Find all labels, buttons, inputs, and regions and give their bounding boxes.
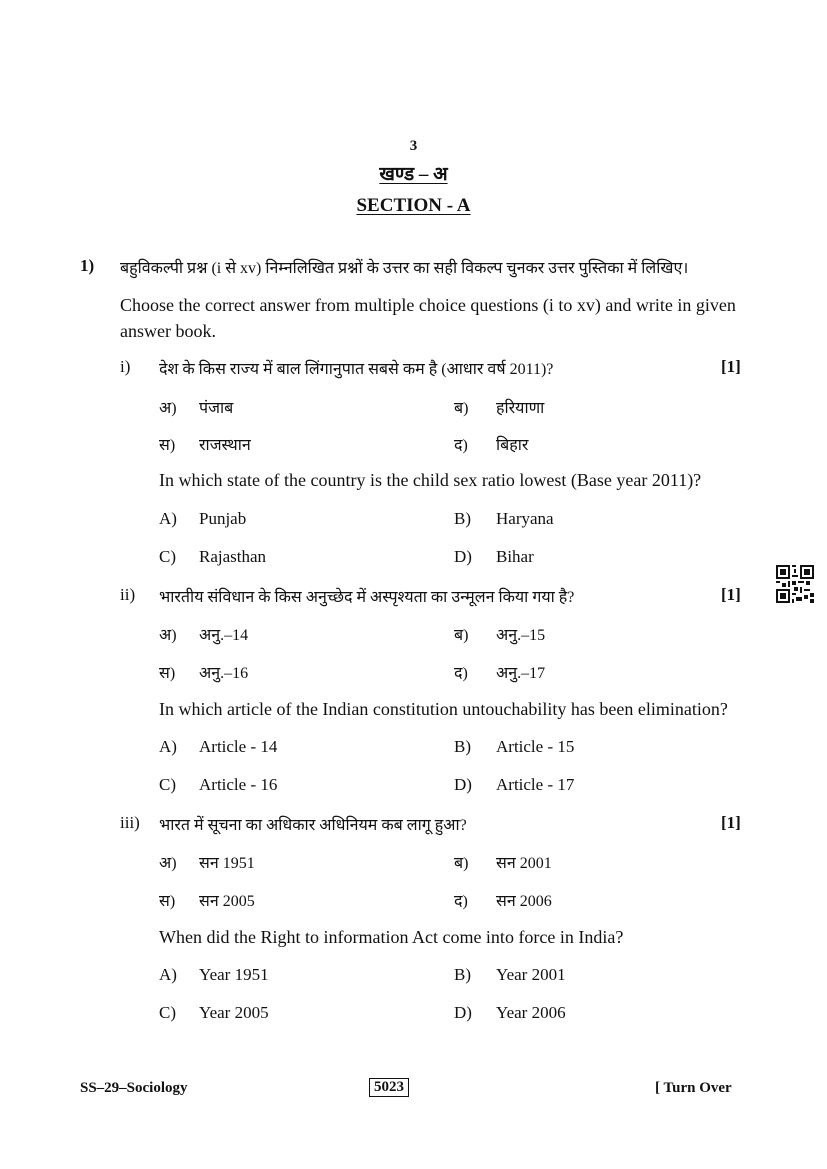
hindi-option-text: पंजाब — [199, 400, 234, 417]
hindi-option-text: अनु.–14 — [199, 627, 249, 644]
english-option-text: Year 2005 — [199, 1003, 269, 1022]
english-option-text: Article - 15 — [496, 737, 575, 756]
english-option-text: Year 2006 — [496, 1003, 566, 1022]
hindi-option-label: अ) — [159, 627, 177, 644]
section-title-hindi — [0, 160, 827, 186]
english-option-label: C) — [159, 775, 176, 794]
english-option-text: Rajasthan — [199, 547, 267, 566]
hindi-option-text: सन 2001 — [496, 855, 552, 872]
hindi-option-label: द) — [454, 437, 468, 454]
question-roman-numeral: ii) — [120, 585, 136, 604]
english-option-label: A) — [159, 965, 177, 984]
question-marks: [1] — [721, 813, 741, 832]
question-english-text: In which state of the country is the child sex ratio lowest (Base year 2011)? — [159, 470, 702, 490]
hindi-option-label: ब) — [454, 855, 469, 872]
english-option-label: A) — [159, 509, 177, 528]
footer-subject-code: SS–29–Sociology — [80, 1080, 188, 1096]
qr-code-icon — [776, 565, 814, 603]
hindi-option-label: ब) — [454, 400, 469, 417]
english-option-label: D) — [454, 547, 472, 566]
section-title-english — [0, 195, 827, 217]
english-option-label: B) — [454, 965, 471, 984]
english-option-label: B) — [454, 737, 471, 756]
english-option-label: A) — [159, 737, 177, 756]
hindi-option-label: द) — [454, 893, 468, 910]
english-option-label: D) — [454, 1003, 472, 1022]
footer-paper-code: 5023 — [369, 1078, 409, 1097]
hindi-option-label: द) — [454, 665, 468, 682]
question-english-text: In which article of the Indian constitution untouchability has been elimination? — [159, 699, 728, 719]
section-title-hindi-text: खण्ड – अ — [379, 164, 448, 185]
question-roman-numeral: i) — [120, 357, 131, 376]
section-title-english-text: SECTION - A — [356, 195, 471, 216]
footer-turn-over: [ Turn Over — [655, 1080, 732, 1096]
hindi-option-label: स) — [159, 665, 176, 682]
question-hindi-text: भारत में सूचना का अधिकार अधिनियम कब लागू हुआ? — [159, 817, 467, 834]
english-option-label: C) — [159, 1003, 176, 1022]
hindi-option-text: अनु.–17 — [496, 665, 546, 682]
question-number: 1) — [80, 256, 95, 275]
hindi-option-text: बिहार — [496, 437, 529, 454]
hindi-option-text: सन 2005 — [199, 893, 255, 910]
instruction-hindi: बहुविकल्पी प्रश्न (i से xv) निम्नलिखित प्रश्नों के उत्तर का सही विकल्प चुनकर उत्तर पुस्तिका में लिखिए। — [120, 260, 689, 277]
hindi-option-text: सन 2006 — [496, 893, 552, 910]
page-number: 3 — [409, 138, 418, 154]
question-marks: [1] — [721, 357, 741, 376]
english-option-text: Bihar — [496, 547, 534, 566]
english-option-text: Article - 14 — [199, 737, 278, 756]
question-hindi-text: देश के किस राज्य में बाल लिंगानुपात सबसे कम है (आधार वर्ष 2011)? — [159, 361, 554, 378]
english-option-text: Year 1951 — [199, 965, 269, 984]
english-option-text: Year 2001 — [496, 965, 566, 984]
hindi-option-label: स) — [159, 893, 176, 910]
hindi-option-text: हरियाणा — [496, 400, 545, 417]
english-option-label: B) — [454, 509, 471, 528]
hindi-option-text: अनु.–16 — [199, 665, 249, 682]
hindi-option-text: राजस्थान — [199, 437, 251, 454]
instruction-english: Choose the correct answer from multiple choice questions (i to xv) and write in given answer book. — [120, 295, 736, 341]
hindi-option-text: अनु.–15 — [496, 627, 546, 644]
english-option-text: Article - 16 — [199, 775, 278, 794]
hindi-option-label: स) — [159, 437, 176, 454]
question-hindi-text: भारतीय संविधान के किस अनुच्छेद में अस्पृश्यता का उन्मूलन किया गया है? — [159, 589, 575, 606]
question-marks: [1] — [721, 585, 741, 604]
english-option-text: Punjab — [199, 509, 247, 528]
hindi-option-text: सन 1951 — [199, 855, 255, 872]
hindi-option-label: अ) — [159, 855, 177, 872]
hindi-option-label: ब) — [454, 627, 469, 644]
hindi-option-label: अ) — [159, 400, 177, 417]
english-option-text: Article - 17 — [496, 775, 575, 794]
english-option-label: C) — [159, 547, 176, 566]
question-roman-numeral: iii) — [120, 813, 140, 832]
question-english-text: When did the Right to information Act come into force in India? — [159, 927, 624, 947]
english-option-label: D) — [454, 775, 472, 794]
english-option-text: Haryana — [496, 509, 554, 528]
